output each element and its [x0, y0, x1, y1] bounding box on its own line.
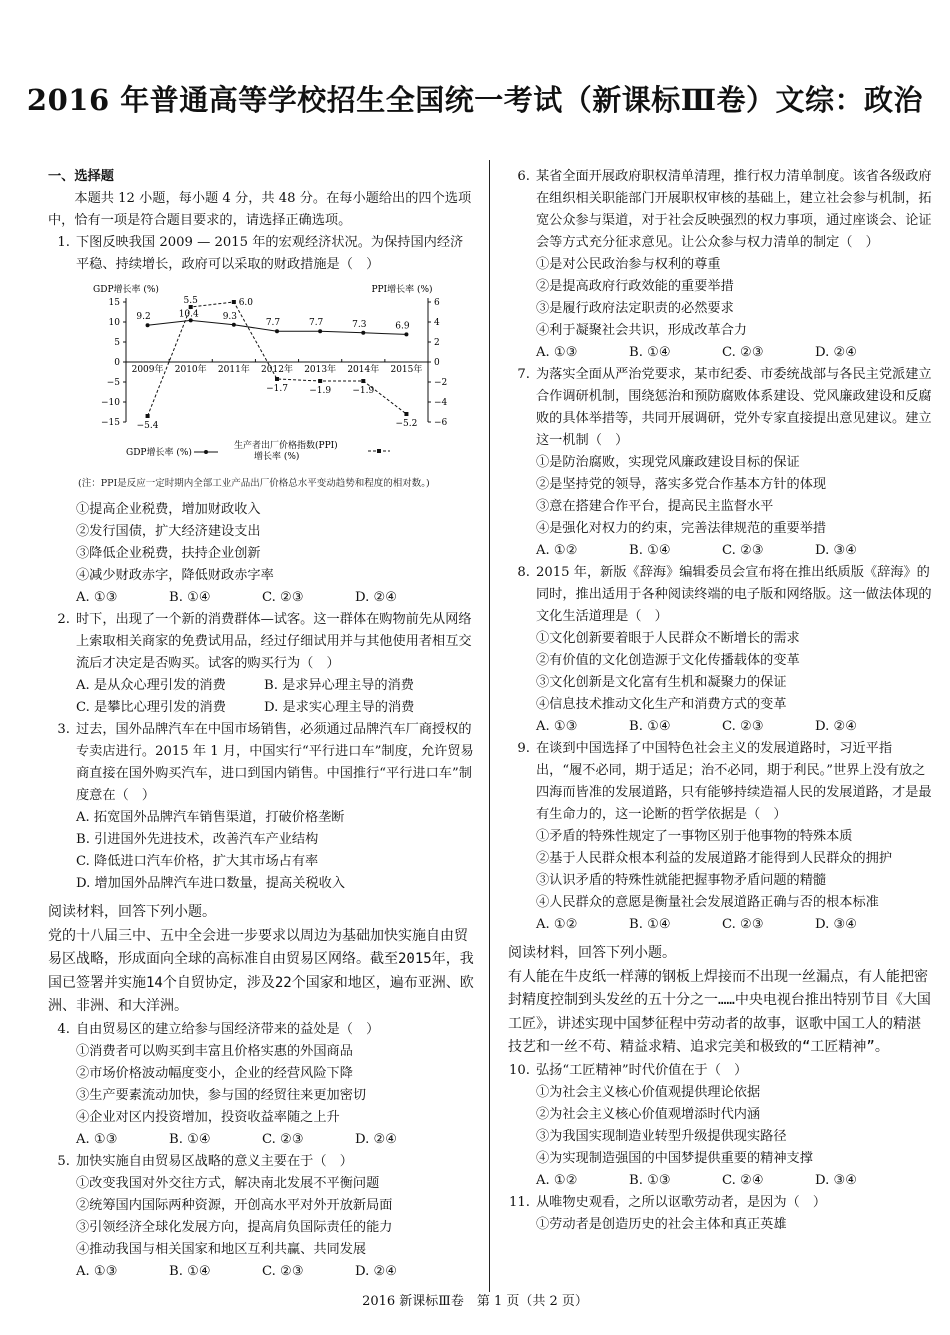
choice-b[interactable]: B. ①④: [629, 543, 671, 558]
question-number: 8.: [517, 565, 530, 580]
legend-ppi-label-1: 生产者出厂价格指数(PPI): [234, 441, 338, 451]
legend-gdp-label: GDP增长率 (%): [126, 448, 192, 458]
section-intro: 本题共 12 小题，每小题 4 分，共 48 分。在每小题给出的四个选项中，恰有一项是符合题目要求的，请选择正确选项。: [48, 191, 472, 228]
answer-choices: [536, 1170, 933, 1192]
option: ④为实现制造强国的中国梦提供重要的精神支撑: [536, 1150, 813, 1166]
question-stem: 在谈到中国选择了中国特色社会主义的发展道路时，习近平指出，“履不必同，期于适足；治不必同，期于利民。”世界上没有放之四海而皆准的发展道路，只有能够持续造福人民的发展道路，才是最有生命力的，这一论断的哲学依据是（ ）: [536, 741, 932, 822]
answer-choices: [536, 716, 933, 738]
gdp-point: [232, 323, 236, 327]
choice-c[interactable]: C. 降低进口汽车价格，扩大其市场占有率: [76, 854, 319, 869]
left-tick-label: −5: [106, 378, 120, 388]
x-tick-label: 2010年: [174, 365, 207, 375]
right-tick-label: 2: [434, 338, 440, 348]
option: ④是强化对权力的约束，完善法律规范的重要举措: [536, 521, 827, 536]
ppi-data-label: −5.2: [395, 419, 418, 429]
question-stem: 某省全面开展政府职权清单清理，推行权力清单制度。该省各级政府在组织相关职能部门开展职权审核的基础上，建立社会参与机制，拓宽公众参与渠道，对于社会反映强烈的权力事项，通过座谈会、论证会等方式充分征求意见。让公众参与权力清单的制定（ ）: [536, 169, 932, 250]
gdp-point: [361, 331, 365, 335]
option: ③意在搭建合作平台，提高民主监督水平: [536, 499, 774, 514]
choice-d[interactable]: D. ②④: [355, 590, 398, 605]
ppi-point: [361, 379, 365, 383]
question-number: 3.: [57, 722, 70, 737]
option: ④企业对区内投资增加，投资收益率随之上升: [76, 1109, 340, 1125]
left-tick-label: −15: [101, 418, 120, 428]
x-tick-label: 2015年: [390, 365, 423, 375]
left-tick-label: 0: [114, 358, 120, 368]
question-3: [48, 719, 476, 807]
choice-b[interactable]: B. ①④: [629, 719, 671, 734]
material-lead: 阅读材料，回答下列小题。: [48, 904, 216, 920]
option: ④人民群众的意愿是衡量社会发展道路正确与否的根本标准: [536, 895, 879, 910]
option: ③引领经济全球化发展方向，提高肩负国际责任的能力: [76, 1219, 393, 1235]
gdp-data-label: 7.3: [352, 319, 367, 330]
option: ②为社会主义核心价值观增添时代内涵: [536, 1106, 761, 1122]
ppi-data-label: −1.7: [266, 384, 288, 394]
choice-c[interactable]: C. ②③: [722, 917, 764, 932]
option: ④信息技术推动文化生产和消费方式的变革: [536, 697, 787, 712]
left-tick-label: 15: [108, 298, 120, 308]
reading-material-1: [48, 901, 476, 1019]
legend-gdp-marker: [204, 450, 208, 454]
legend-ppi-label-2: 增长率 (%): [254, 452, 300, 462]
choice-a[interactable]: A. 拓宽国外品牌汽车销售渠道，打破价格垄断: [76, 810, 345, 825]
column-divider: [489, 160, 490, 1292]
left-tick-label: −10: [101, 398, 120, 408]
option: ①消费者可以购买到丰富且价格实惠的外国商品: [76, 1043, 353, 1059]
ppi-point: [318, 379, 322, 383]
ppi-point: [146, 414, 150, 418]
choice-d[interactable]: D. ②④: [355, 1263, 398, 1279]
question-stem: 自由贸易区的建立给参与国经济带来的益处是（ ）: [76, 1021, 380, 1037]
question-number: 2.: [57, 612, 70, 627]
choice-a[interactable]: A. 是从众心理引发的消费: [76, 678, 226, 693]
option: ④减少财政赤字，降低财政赤字率: [76, 568, 274, 583]
ppi-point: [275, 377, 279, 381]
choice-a[interactable]: A. ①③: [76, 1263, 118, 1279]
ppi-point: [404, 412, 408, 416]
question-stem: 加快实施自由贸易区战略的意义主要在于（ ）: [76, 1153, 353, 1169]
option: ②市场价格波动幅度变小，企业的经营风险下降: [76, 1065, 353, 1081]
option: ③认识矛盾的特殊性就能把握事物矛盾问题的精髓: [536, 873, 827, 888]
gdp-point: [275, 329, 279, 333]
choice-d[interactable]: D. ③④: [815, 917, 858, 932]
choice-c[interactable]: C. ②③: [262, 1263, 304, 1279]
choice-c[interactable]: C. ②③: [722, 543, 764, 558]
choice-b[interactable]: B. 引进国外先进技术，改善汽车产业结构: [76, 832, 319, 847]
question-stem: 为落实全面从严治党要求，某市纪委、市委统战部与各民主党派建立合作调研机制，围绕惩治和预防腐败体系建设、党风廉政建设和反腐败的具体举措等，共同开展调研，党外专家直接提出意见建议。建立这一机制（ ）: [536, 367, 932, 448]
option: ①矛盾的特殊性规定了一事物区别于他事物的特殊本质: [536, 829, 853, 844]
gdp-point: [318, 329, 322, 333]
right-axis-title: PPI增长率 (%): [371, 285, 433, 295]
x-tick-label: 2013年: [304, 365, 337, 375]
ppi-data-label: 6.0: [238, 298, 254, 308]
choice-d[interactable]: D. 是求实心理主导的消费: [264, 700, 415, 715]
question-8: [508, 562, 933, 628]
right-tick-label: −2: [434, 378, 448, 388]
answer-choices: [76, 1129, 476, 1151]
answer-choices: [76, 697, 476, 719]
gdp-point: [146, 323, 150, 327]
gdp-point: [404, 332, 408, 336]
option: ②有价值的文化创造源于文化传播载体的变革: [536, 653, 800, 668]
choice-a[interactable]: A. ①②: [536, 543, 578, 558]
ppi-data-label: −1.9: [352, 386, 375, 396]
right-tick-label: 4: [434, 318, 440, 328]
option: ③文化创新是文化富有生机和凝聚力的保证: [536, 675, 787, 690]
question-stem: 下图反映我国 2009 — 2015 年的宏观经济状况。为保持国内经济平稳、持续增长，政府可以采取的财政措施是（ ）: [76, 235, 464, 272]
gdp-data-label: 9.2: [136, 312, 151, 323]
choice-c[interactable]: C. ②③: [262, 590, 304, 605]
question-2: [48, 609, 476, 675]
option: ②基于人民群众根本利益的发展道路才能得到人民群众的拥护: [536, 851, 893, 866]
question-stem: 时下，出现了一个新的消费群体—试客。这一群体在购物前先从网络上索取相关商家的免费试用品，经过仔细试用并与其他使用者相互交流后才决定是否购买。试客的购买行为（ ）: [76, 612, 472, 671]
ppi-data-label: 5.5: [183, 296, 198, 306]
x-tick-label: 2009年: [131, 365, 164, 375]
option: ②是坚持党的领导，落实多党合作基本方针的体现: [536, 477, 827, 492]
question-number: 11.: [509, 1194, 530, 1210]
answer-choices: [76, 675, 476, 697]
choice-d[interactable]: D. ③④: [815, 543, 858, 558]
question-6: [508, 166, 933, 254]
ppi-point: [232, 300, 236, 304]
left-axis-title: GDP增长率 (%): [93, 285, 159, 295]
choice-b[interactable]: B. ①④: [629, 917, 671, 932]
option: ①劳动者是创造历史的社会主体和真正英雄: [536, 1216, 787, 1232]
question-number: 1.: [57, 235, 70, 250]
option: ①为社会主义核心价值观提供理论依据: [536, 1084, 761, 1100]
question-number: 10.: [509, 1062, 530, 1078]
gdp-data-label: 6.9: [395, 321, 410, 332]
choice-a[interactable]: A. ①②: [536, 1172, 578, 1188]
choice-b[interactable]: B. 是求异心理主导的消费: [264, 678, 414, 693]
option: ③为我国实现制造业转型升级提供现实路径: [536, 1128, 787, 1144]
option: ①提高企业税费，增加财政收入: [76, 502, 261, 517]
option: ④推动我国与相关国家和地区互利共赢、共同发展: [76, 1241, 367, 1257]
choice-c[interactable]: C. ②③: [722, 719, 764, 734]
option: ④利于凝聚社会共识，形成改革合力: [536, 323, 747, 338]
ppi-data-label: −1.9: [309, 386, 332, 396]
left-tick-label: 5: [114, 338, 120, 348]
right-tick-label: 6: [434, 298, 440, 308]
section-heading: 一、选择题: [48, 169, 114, 184]
choice-c[interactable]: C. ②④: [722, 1172, 764, 1188]
x-tick-label: 2011年: [217, 365, 250, 375]
choice-b[interactable]: B. ①④: [169, 590, 211, 605]
right-tick-label: −6: [434, 418, 448, 428]
x-tick-label: 2014年: [347, 365, 380, 375]
option: ①文化创新要着眼于人民群众不断增长的需求: [536, 631, 800, 646]
question-4: [48, 1019, 476, 1041]
choice-b[interactable]: B. ①④: [169, 1263, 211, 1279]
question-1: [48, 232, 476, 276]
question-number: 4.: [57, 1021, 70, 1037]
question-10: [508, 1060, 933, 1082]
material-text: 有人能在牛皮纸一样薄的钢板上焊接而不出现一丝漏点，有人能把密封精度控制到头发丝的五十分之一……中央电视台推出特别节目《大国工匠》，讲述实现中国梦征程中劳动者的故事，讴歌中国工人的精湛技艺和一丝不苟、精益求精、追求完美和极致的“工匠精神”。: [508, 968, 931, 1055]
option: ③是履行政府法定职责的必然要求: [536, 301, 734, 316]
answer-choices: [536, 540, 933, 562]
question-stem: 过去，国外品牌汽车在中国市场销售，必须通过品牌汽车厂商授权的专卖店进行。2015 年 1 月，中国实行“平行进口车”制度，允许贸易商直接在国外购买汽车，进口到国内销售。中国推行“平行进口车”制度意在（ ）: [76, 722, 474, 803]
option: ②统筹国内国际两种资源，开创高水平对外开放新局面: [76, 1197, 393, 1213]
choice-a[interactable]: A. ①③: [536, 719, 578, 734]
option: ③生产要素流动加快，参与国的经贸往来更加密切: [76, 1087, 367, 1103]
material-lead: 阅读材料，回答下列小题。: [508, 945, 676, 961]
question-number: 7.: [517, 367, 530, 382]
question-5: [48, 1151, 476, 1173]
reading-material-2: [508, 942, 933, 1060]
choice-a[interactable]: A. ①②: [536, 917, 578, 932]
option: ②是提高政府行政效能的重要举措: [536, 279, 734, 294]
choice-c[interactable]: C. 是攀比心理引发的消费: [76, 700, 226, 715]
question-7: [508, 364, 933, 452]
right-column: [508, 166, 933, 1236]
choice-a[interactable]: A. ①③: [76, 1131, 118, 1147]
choice-b[interactable]: B. ①③: [629, 1172, 671, 1188]
answer-choices: [76, 1261, 476, 1283]
option: ①是对公民政治参与权利的尊重: [536, 257, 721, 272]
material-text: 党的十八届三中、五中全会进一步要求以周边为基础加快实施自由贸易区战略，形成面向全球的高标准自由贸易区网络。截至2015年，我国已签署并实施14个自贸协定，涉及22个国家和地区，遍布亚洲、欧洲、非洲、和大洋洲。: [48, 927, 474, 1014]
question-number: 9.: [517, 741, 530, 756]
question-stem: 从唯物史观看，之所以讴歌劳动者，是因为（ ）: [536, 1194, 827, 1210]
page-footer: 2016 新课标Ⅲ卷 第 1 页（共 2 页）: [362, 1294, 588, 1309]
choice-c[interactable]: C. ②③: [722, 345, 764, 360]
page-title: 2016 年普通高等学校招生全国统一考试（新课标Ⅲ卷）文综：政治: [26, 83, 924, 117]
gdp-data-label: 7.7: [308, 318, 324, 329]
right-tick-label: −4: [434, 398, 448, 408]
question-number: 5.: [57, 1153, 70, 1169]
gdp-data-label: 7.7: [265, 318, 281, 329]
gdp-data-label: 10.4: [178, 309, 199, 320]
answer-choices: [536, 914, 933, 936]
answer-choices: [76, 587, 476, 609]
left-column: [48, 166, 476, 1283]
choice-d[interactable]: D. 增加国外品牌汽车进口数量，提高关税收入: [76, 876, 346, 891]
option: ①改变我国对外交往方式，解决南北发展不平衡问题: [76, 1175, 380, 1191]
question-11: [508, 1192, 933, 1214]
ppi-data-label: −5.4: [136, 421, 159, 431]
macro-economy-chart: [68, 280, 478, 465]
choice-c[interactable]: C. ②③: [262, 1131, 304, 1147]
choice-d[interactable]: D. ②④: [815, 719, 858, 734]
chart-note: (注：PPI是反应一定时期内全部工业产品出厂价格总水平变动趋势和程度的相对数。): [78, 478, 430, 489]
choice-d[interactable]: D. ②④: [815, 345, 858, 360]
legend-ppi-marker: [377, 449, 381, 453]
left-tick-label: 10: [108, 318, 120, 328]
question-number: 6.: [517, 169, 530, 184]
option: ①是防治腐败，实现党风廉政建设目标的保证: [536, 455, 800, 470]
option: ②发行国债，扩大经济建设支出: [76, 524, 261, 539]
choice-b[interactable]: B. ①④: [169, 1131, 211, 1147]
answer-choices: [536, 342, 933, 364]
question-stem: 2015 年，新版《辞海》编辑委员会宣布将在推出纸质版《辞海》的同时，推出适用于各种阅读终端的电子版和网络版。这一做法体现的文化生活道理是（ ）: [536, 565, 932, 624]
option: ③降低企业税费，扶持企业创新: [76, 546, 261, 561]
right-tick-label: 0: [434, 358, 440, 368]
choice-b[interactable]: B. ①④: [629, 345, 671, 360]
choice-d[interactable]: D. ③④: [815, 1172, 858, 1188]
question-9: [508, 738, 933, 826]
question-stem: 弘扬“工匠精神”时代价值在于（ ）: [536, 1062, 748, 1078]
choice-d[interactable]: D. ②④: [355, 1131, 398, 1147]
choice-a[interactable]: A. ①③: [76, 590, 118, 605]
choice-a[interactable]: A. ①③: [536, 345, 578, 360]
x-tick-label: 2012年: [261, 365, 293, 375]
gdp-data-label: 9.3: [222, 311, 238, 322]
